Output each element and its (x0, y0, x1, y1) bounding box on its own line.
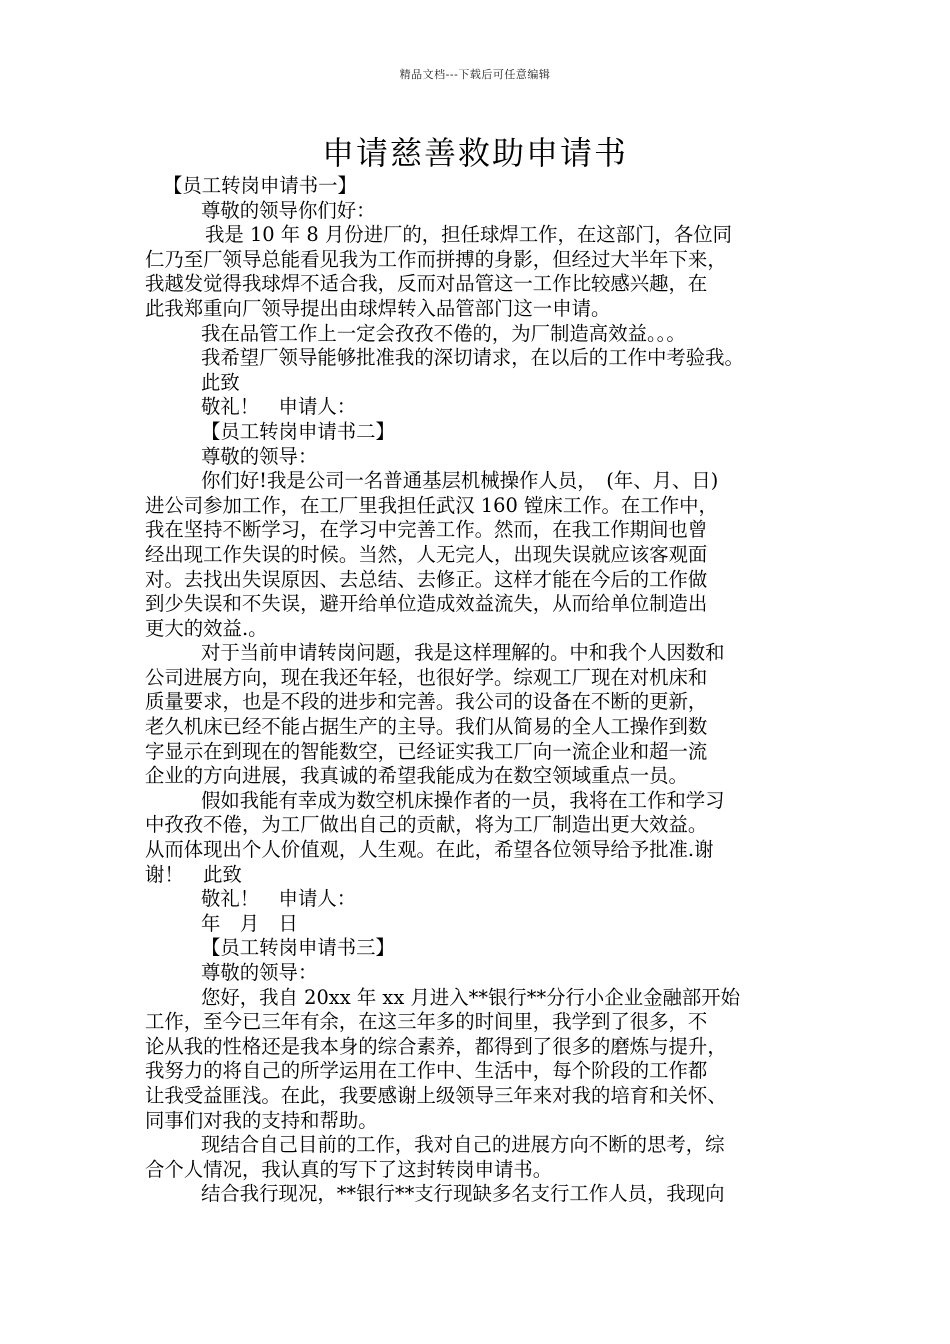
text-line: 经出现工作失误的时候。当然，人无完人，出现失误就应该客观面 (145, 542, 708, 566)
text-line: 现结合自己目前的工作，我对自己的进展方向不断的思考，综 (201, 1133, 725, 1157)
text-line: 您好，我自 20xx 年 xx 月进入**银行**分行小企业金融部开始 (201, 985, 741, 1009)
text-line: 仁乃至厂领导总能看见我为工作而拼搏的身影，但经过大半年下来， (145, 247, 727, 271)
text-line: 你们好!我是公司一名普通基层机械操作人员， (年、月、日) (201, 469, 719, 493)
document-body (145, 174, 817, 1207)
text-line: 我越发觉得我球焊不适合我，反而对品管这一工作比较感兴趣，在 (145, 272, 708, 296)
text-line: 对于当前申请转岗问题，我是这样理解的。中和我个人因数和 (201, 641, 725, 665)
text-line: 此致 (201, 370, 240, 394)
document-title: 申请慈善救助申请书 (321, 134, 628, 172)
text-line: 从而体现出个人价值观，人生观。在此，希望各位领导给予批准.谢 (145, 838, 714, 862)
text-line: 【员工转岗申请书二】 (201, 419, 395, 443)
text-line: 谢！ 此致 (145, 862, 242, 886)
text-line: 敬礼！ 申请人： (201, 887, 357, 911)
text-line: 尊敬的领导： (201, 961, 318, 984)
page-header-note: 精品文档---下载后可任意编辑 (399, 68, 551, 81)
text-line: 企业的方向进展，我真诚的希望我能成为在数空领域重点一员。 (145, 764, 688, 788)
text-line: 结合我行现况，**银行**支行现缺多名支行工作人员，我现向 (201, 1182, 725, 1206)
text-line: 同事们对我的支持和帮助。 (145, 1108, 378, 1132)
text-line: 进公司参加工作，在工厂里我担任武汉 160 镗床工作。在工作中， (145, 493, 718, 517)
text-line: 我希望厂领导能够批准我的深切请求，在以后的工作中考验我。 (201, 346, 744, 370)
text-line: 老久机床已经不能占据生产的主导。我们从简易的全人工操作到数 (145, 715, 708, 739)
text-line: 中孜孜不倦，为工厂做出自己的贡献，将为工厂制造出更大效益。 (145, 813, 708, 837)
text-line: 我在品管工作上一定会孜孜不倦的，为厂制造高效益。。。 (201, 321, 686, 345)
text-line: 年 月 日 (201, 911, 298, 935)
text-line: 我努力的将自己的所学运用在工作中、生活中，每个阶段的工作都 (145, 1059, 708, 1083)
text-line: 合个人情况，我认真的写下了这封转岗申请书。 (145, 1157, 553, 1181)
text-line: 敬礼！ 申请人： (201, 395, 357, 419)
text-line: 公司进展方向，现在我还年轻，也很好学。综观工厂现在对机床和 (145, 665, 708, 689)
text-line: 质量要求，也是不段的进步和完善。我公司的设备在不断的更新， (145, 690, 708, 714)
text-line: 我是 10 年 8 月份进厂的，担任球焊工作，在这部门，各位同 (205, 223, 733, 247)
text-line: 【员工转岗申请书三】 (201, 936, 395, 960)
text-line: 尊敬的领导你们好： (201, 198, 376, 222)
text-line: 让我受益匪浅。在此，我要感谢上级领导三年来对我的培育和关怀、 (145, 1083, 727, 1107)
text-line: 尊敬的领导： (201, 444, 318, 468)
text-line: 论从我的性格还是我本身的综合素养，都得到了很多的磨炼与提升， (145, 1034, 727, 1058)
text-line: 此我郑重向厂领导提出由球焊转入品管部门这一申请。 (145, 296, 611, 320)
text-line: 我在坚持不断学习，在学习中完善工作。然而，在我工作期间也曾 (145, 518, 708, 542)
text-line: 【员工转岗申请书一】 (163, 174, 357, 197)
text-line: 对。去找出失误原因、去总结、去修正。这样才能在今后的工作做 (145, 567, 708, 591)
text-line: 字显示在到现在的智能数空，已经证实我工厂向一流企业和超一流 (145, 739, 708, 763)
text-line: 更大的效益.。 (145, 616, 268, 640)
text-line: 到少失误和不失误，避开给单位造成效益流失，从而给单位制造出 (145, 592, 708, 616)
text-line: 工作，至今已三年有余，在这三年多的时间里，我学到了很多，不 (145, 1010, 708, 1034)
text-line: 假如我能有幸成为数空机床操作者的一员，我将在工作和学习 (201, 788, 725, 812)
